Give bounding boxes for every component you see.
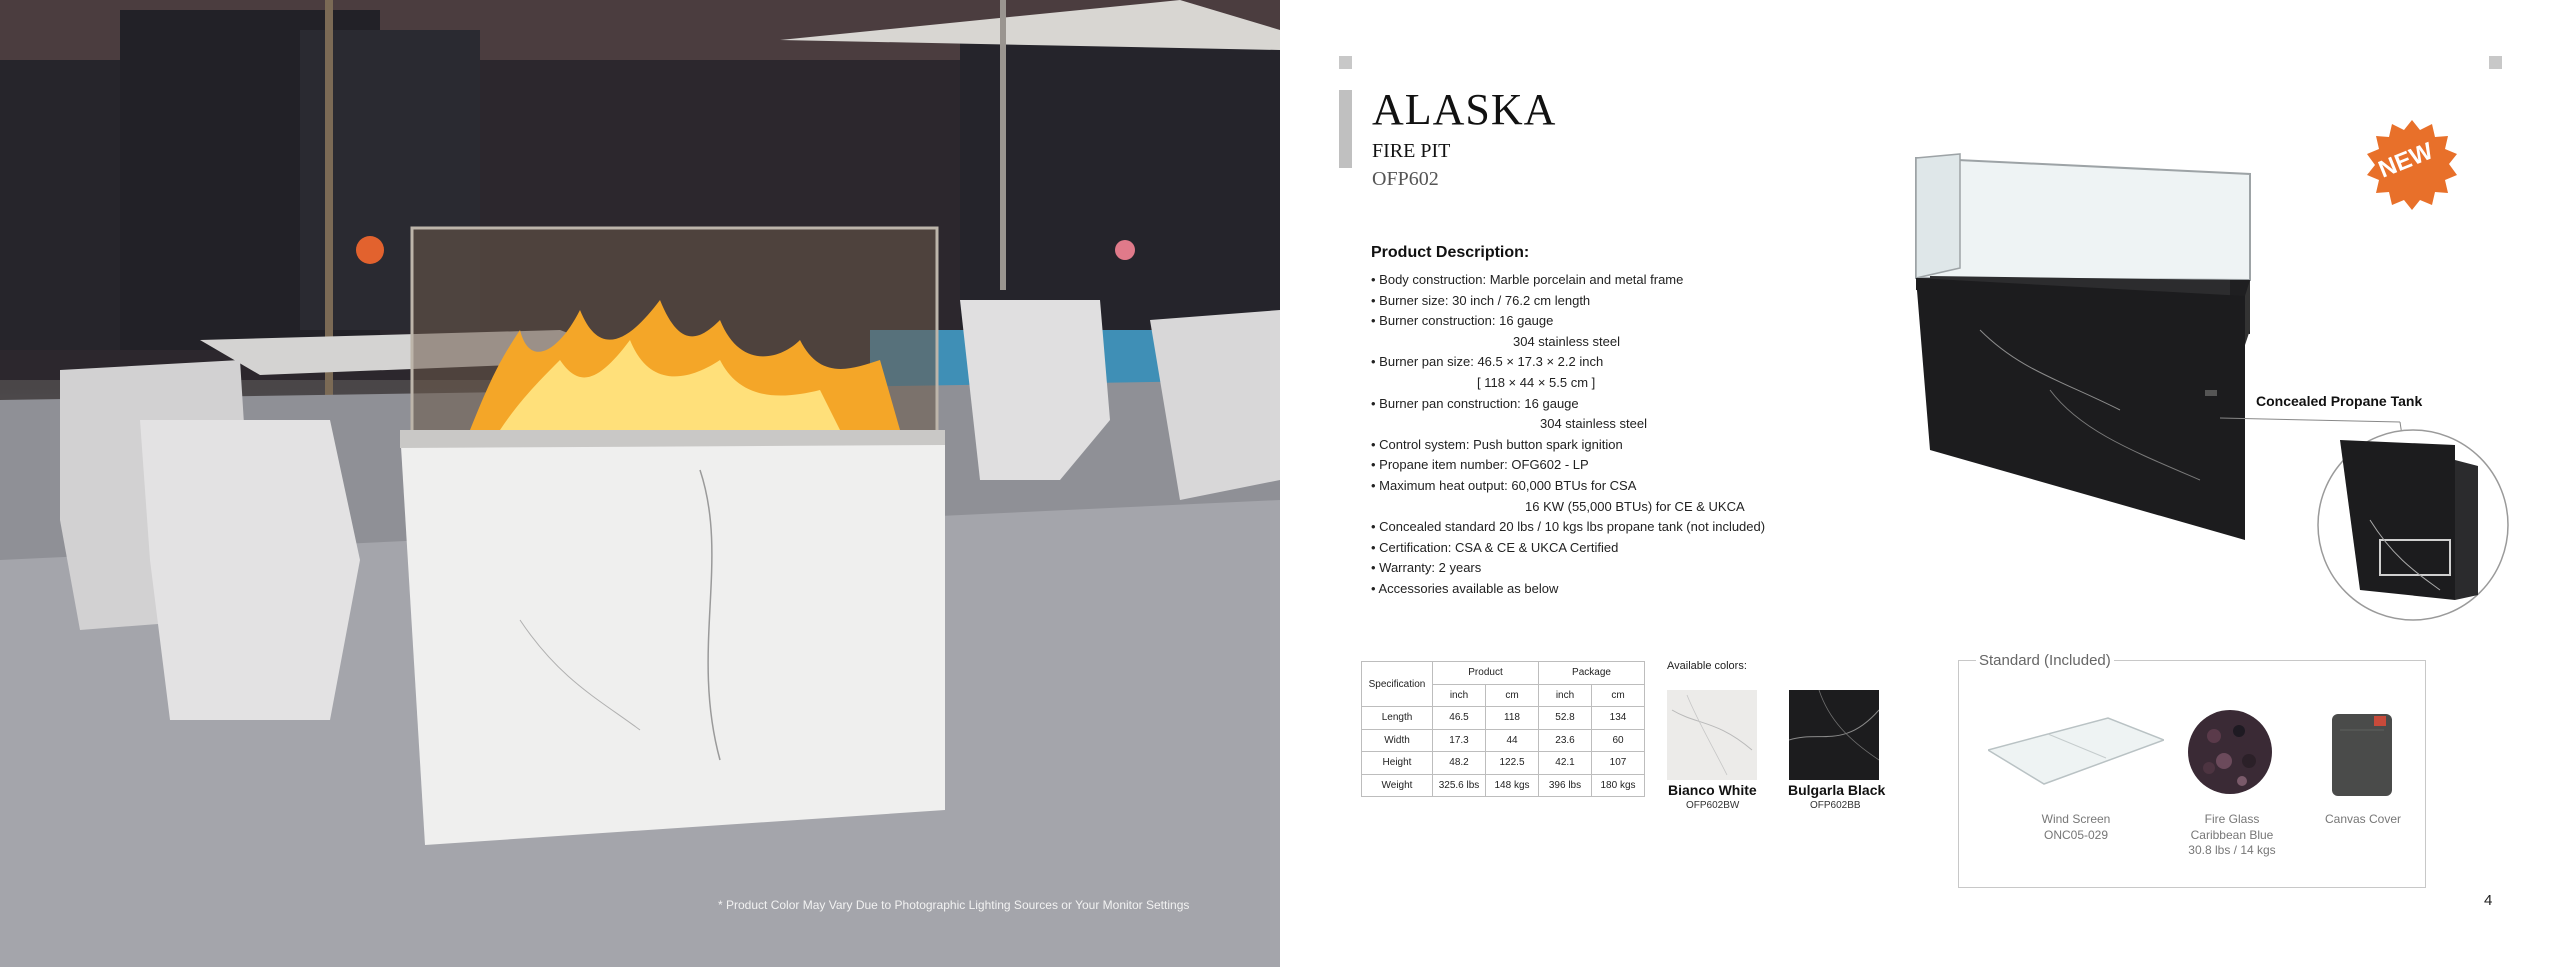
spec-cell: 52.8	[1539, 707, 1592, 730]
description-line: 304 stainless steel	[1540, 416, 1647, 432]
spec-cell: 107	[1592, 752, 1645, 775]
product-title: ALASKA	[1372, 85, 1557, 134]
spec-unit-header: cm	[1592, 684, 1645, 707]
concealed-tank-label: Concealed Propane Tank	[2256, 393, 2423, 409]
product-code: OFP602	[1372, 168, 1439, 190]
description-line: • Propane item number: OFG602 - LP	[1371, 457, 1589, 473]
spec-cell: 396 lbs	[1539, 774, 1592, 797]
description-line: 304 stainless steel	[1513, 333, 1620, 349]
spec-cell: 134	[1592, 707, 1645, 730]
accessory-name: Canvas Cover	[2324, 812, 2402, 826]
spec-cell: 118	[1486, 707, 1539, 730]
corner-marker-right	[2489, 56, 2502, 69]
spec-corner-header: Specification	[1362, 662, 1433, 707]
description-line: • Burner construction: 16 gauge	[1371, 313, 1554, 329]
description-line: • Burner pan size: 46.5 × 17.3 × 2.2 inch	[1371, 354, 1604, 370]
description-line: • Body construction: Marble porcelain and metal frame	[1371, 272, 1684, 287]
spec-table	[1361, 661, 1645, 797]
wind-screen-icon	[1988, 712, 2164, 802]
available-colors-heading: Available colors:	[1667, 660, 1747, 672]
description-list	[1371, 270, 1765, 600]
spec-cell: 122.5	[1486, 752, 1539, 775]
accessory-label	[2178, 812, 2286, 859]
tank-callout-illustration	[2220, 410, 2510, 625]
page-number: 4	[2484, 892, 2493, 909]
color-swatch-bulgarla-black[interactable]	[1789, 690, 1879, 780]
accessory-code: ONC05-029	[2043, 827, 2109, 842]
description-line: • Concealed standard 20 lbs / 10 kgs lbs propane tank (not included)	[1371, 519, 1766, 535]
color-code: OFP602BW	[1686, 800, 1740, 811]
accessory-color: Caribbean Blue	[2190, 827, 2274, 842]
description-line: • Control system: Push button spark ignition	[1371, 436, 1623, 452]
spec-row-label: Length	[1362, 707, 1433, 730]
description-line: • Burner size: 30 inch / 76.2 cm length	[1371, 292, 1591, 308]
marble-texture-white	[1667, 690, 1757, 780]
color-name: Bianco White	[1668, 782, 1757, 798]
spec-cell: 180 kgs	[1592, 774, 1645, 797]
spec-unit-header: cm	[1486, 684, 1539, 707]
color-swatch-bianco-white[interactable]	[1667, 690, 1757, 780]
table-row	[1362, 729, 1645, 752]
table-row	[1362, 752, 1645, 775]
description-line: • Accessories available as below	[1371, 580, 1559, 596]
description-line: • Certification: CSA & CE & UKCA Certified	[1371, 539, 1619, 555]
color-disclaimer: * Product Color May Vary Due to Photographic Lighting Sources or Your Monitor Settings	[718, 898, 1190, 912]
description-heading: Product Description:	[1371, 244, 1530, 261]
spec-group-header: Package	[1539, 662, 1645, 685]
table-row	[1362, 774, 1645, 797]
description-line: • Burner pan construction: 16 gauge	[1371, 395, 1579, 411]
spec-cell: 44	[1486, 729, 1539, 752]
product-subtitle: FIRE PIT	[1372, 140, 1451, 162]
accessory-name: Wind Screen	[2041, 812, 2111, 826]
spec-cell: 46.5	[1433, 707, 1486, 730]
description-line: 16 KW (55,000 BTUs) for CE & UKCA	[1525, 498, 1745, 514]
color-name: Bulgarla Black	[1788, 782, 1886, 798]
corner-marker-left	[1339, 56, 1352, 69]
marble-texture-black	[1789, 690, 1879, 780]
standard-included-title: Standard (Included)	[1976, 652, 2114, 669]
spec-cell: 23.6	[1539, 729, 1592, 752]
color-code: OFP602BB	[1810, 800, 1861, 811]
description-line: [ 118 × 44 × 5.5 cm ]	[1477, 374, 1596, 390]
accessory-name: Fire Glass	[2204, 812, 2260, 826]
canvas-cover-icon	[2330, 710, 2394, 800]
table-row	[1362, 707, 1645, 730]
spec-row-label: Height	[1362, 752, 1433, 775]
accessory-label	[2320, 812, 2406, 828]
spec-row-label: Width	[1362, 729, 1433, 752]
spec-cell: 48.2	[1433, 752, 1486, 775]
spec-cell: 325.6 lbs	[1433, 774, 1486, 797]
spec-cell: 42.1	[1539, 752, 1592, 775]
spec-unit-header: inch	[1433, 684, 1486, 707]
title-accent-bar	[1339, 90, 1352, 168]
spec-cell: 148 kgs	[1486, 774, 1539, 797]
new-badge-label: NEW	[2374, 137, 2437, 184]
spec-unit-header: inch	[1539, 684, 1592, 707]
accessory-label	[2033, 812, 2119, 843]
accessory-weight: 30.8 lbs / 14 kgs	[2188, 843, 2276, 857]
description-line: • Warranty: 2 years	[1371, 560, 1482, 576]
spec-group-header: Product	[1433, 662, 1539, 685]
spec-cell: 60	[1592, 729, 1645, 752]
fire-glass-icon	[2184, 706, 2276, 798]
spec-row-label: Weight	[1362, 774, 1433, 797]
description-line: • Maximum heat output: 60,000 BTUs for CSA	[1371, 477, 1637, 493]
spec-cell: 17.3	[1433, 729, 1486, 752]
